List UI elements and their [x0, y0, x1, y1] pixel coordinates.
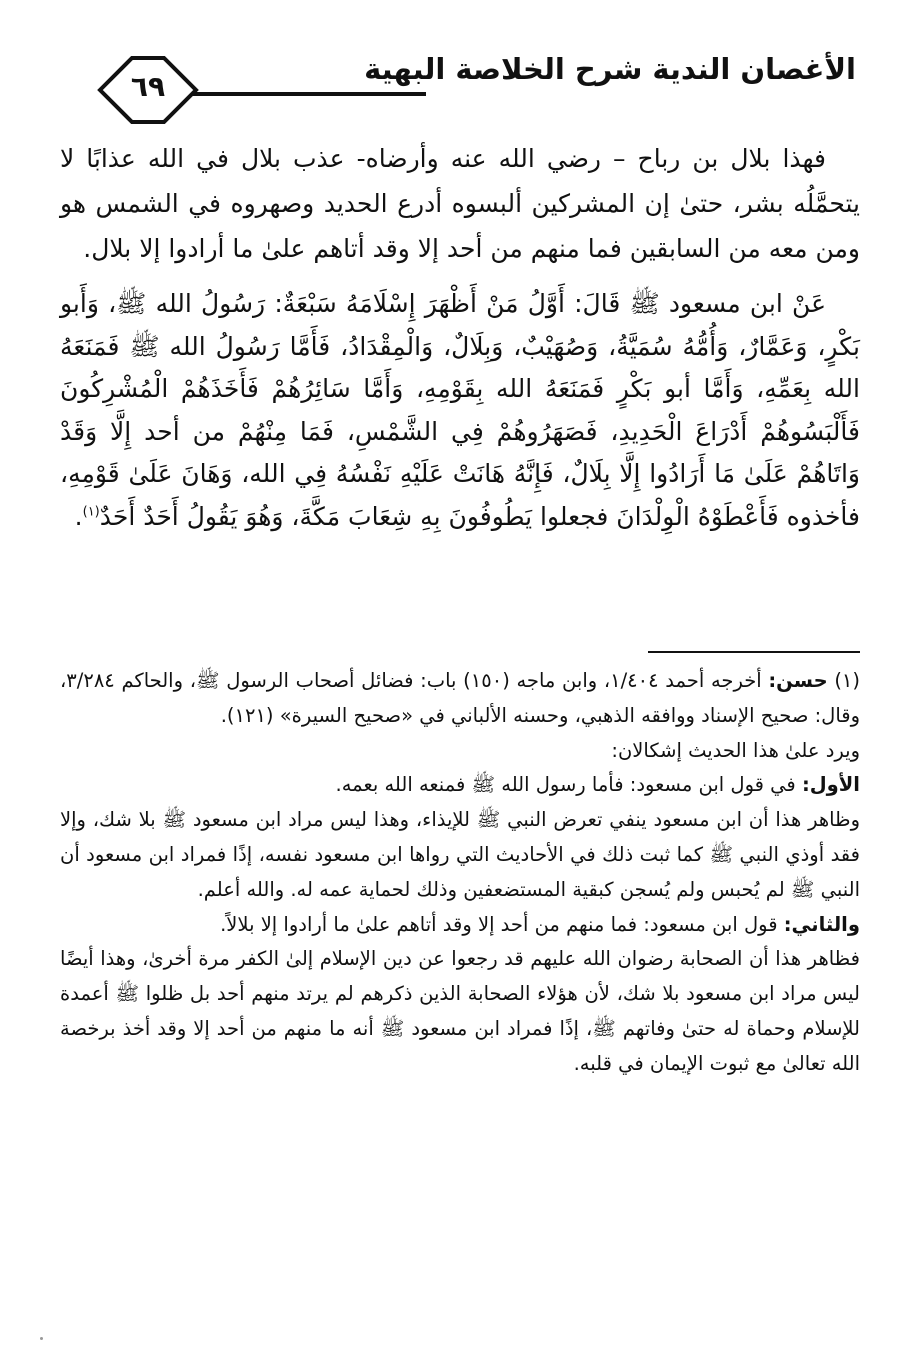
- second-label: والثاني:: [783, 912, 860, 936]
- footnote-reference[interactable]: (١): [82, 504, 100, 520]
- main-paragraph: فهذا بلال بن رباح – رضي الله عنه وأرضاه- عذب بلال في الله عذابًا لا يتحمَّلُه بشر، حتىٰ إن المشركين ألبسوه أدرع الحديد وصهروه في الشمس هو ومن معه من السابقين فما منهم من أحد إلا وقد أتاهم علىٰ ما أرادوا إلا بلال.: [60, 144, 860, 263]
- first-problem: [60, 768, 860, 803]
- grade-label: حسن:: [768, 669, 828, 692]
- footnote-text: أخرجه أحمد ١/٤٠٤، وابن ماجه (١٥٠) باب: فضائل أصحاب الرسول ﷺ، والحاكم ٣/٢٨٤، وقال: صحيح الإسناد ووافقه الذهبي، وحسنه الألباني في «صحيح السيرة» (١٢١).: [60, 669, 860, 727]
- hadith-end: .: [74, 501, 83, 531]
- first-label: الأول:: [801, 773, 860, 797]
- first-explanation: وظاهر هذا أن ابن مسعود ينفي تعرض النبي ﷺ للإيذاء، وهذا ليس مراد ابن مسعود ﷺ بلا شك، وإلا فقد أوذي النبي ﷺ كما ثبت ذلك في الأحاديث التي رواها ابن مسعود نفسه، إذًا فمراد ابن مسعود أن النبي ﷺ لم يُحبس ولم يُسجن كبقية المستضعفين وذلك لحماية عمه له. والله أعلم.: [60, 808, 860, 901]
- hadith-text: عَنْ ابن مسعود ﷺ قَالَ: أَوَّلُ مَنْ أَظْهَرَ إِسْلَامَهُ سَبْعَةٌ: رَسُولُ الله ﷺ، وَأَبو بَكْرٍ، وَعَمَّارٌ، وَأُمُّهُ سُمَيَّةُ، وَصُهَيْبٌ، وَبِلَالٌ، وَالْمِقْدَادُ، فَأَمَّا رَسُولُ الله ﷺ فَمَنَعَهُ الله بِعَمِّهِ، وَأَمَّا أبو بَكْرٍ فَمَنَعَهُ الله بِقَوْمِهِ، وَأَمَّا سَائِرُهُمْ فَأَخَذَهُمْ الْمُشْرِكُونَ فَأَلْبَسُوهُمْ أَدْرَاعَ الْحَدِيدِ، فَصَهَرُوهُمْ فِي الشَّمْسِ، فَمَا مِنْهُمْ من أحد إِلَّا وَقَدْ وَاتَاهُمْ عَلَىٰ مَا أَرَادُوا إِلَّا بِلَالٌ، فَإِنَّهُ هَانَتْ عَلَيْهِ نَفْسُهُ فِي الله، وَهَانَ عَلَىٰ قَوْمِهِ، فأخذوه فَأَعْطَوْهُ الْوِلْدَانَ فجعلوا يَطُوفُونَ بِهِ شِعَابَ مَكَّةَ، وَهُوَ يَقُولُ أَحَدٌ أَحَدٌ: [60, 289, 860, 531]
- hadith-paragraph: [60, 283, 860, 538]
- footnote-marker: (١): [834, 669, 861, 692]
- page-number-badge: [96, 54, 200, 126]
- scan-speck: [40, 1337, 43, 1340]
- page-header: [96, 48, 856, 134]
- footnote-separator: [648, 651, 860, 653]
- page-number: ٦٩: [130, 70, 166, 103]
- problems-intro: ويرد علىٰ هذا الحديث إشكالان:: [611, 738, 860, 762]
- book-title: الأغصان الندية شرح الخلاصة البهية: [364, 52, 856, 86]
- second-problem: [60, 908, 860, 943]
- main-text: [60, 136, 860, 538]
- second-explanation: فظاهر هذا أن الصحابة رضوان الله عليهم قد رجعوا عن دين الإسلام إلىٰ الكفر مرة أخرىٰ، وهذا أيضًا ليس مراد ابن مسعود بلا شك، لأن هؤلاء الصحابة الذين ذكرهم لم يرتد منهم أحد بل ظلوا ﷺ أعمدة للإسلام وحماة له حتىٰ وفاتهم ﷺ، إذًا فمراد ابن مسعود ﷺ أنه ما منهم من أحد إلا وقد أخذ برخصة الله تعالىٰ مع ثبوت الإيمان في قلبه.: [60, 947, 860, 1075]
- header-rule: [186, 92, 426, 96]
- footnotes: [60, 664, 860, 1082]
- second-quote: قول ابن مسعود: فما منهم من أحد إلا وقد أتاهم علىٰ ما أرادوا إلا بلالاً.: [220, 912, 778, 936]
- footnote-1: [60, 664, 860, 734]
- first-quote: في قول ابن مسعود: فأما رسول الله ﷺ فمنعه الله بعمه.: [335, 773, 796, 797]
